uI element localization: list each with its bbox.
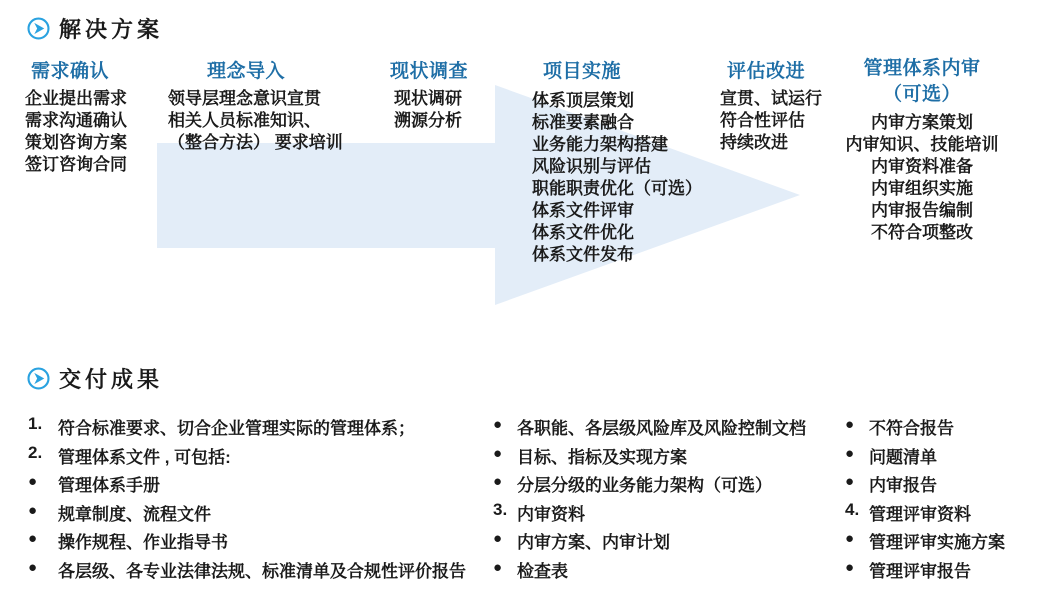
bullet-icon: ●: [845, 473, 855, 490]
stage-header-evaluation-improvement: 评估改进: [727, 61, 806, 82]
stage-items-concept-introduction: [168, 88, 343, 154]
item-text: 不符合报告: [869, 419, 954, 438]
stage-items-internal-audit: [842, 112, 1002, 244]
stage-items-current-status-survey: [394, 88, 462, 132]
bullet-icon: ●: [28, 530, 38, 547]
circle-arrow-right-icon: [27, 17, 50, 40]
stage-items-requirement-confirmation: [25, 88, 127, 176]
deliverable-item: [845, 557, 1005, 586]
deliverables-section-title: [27, 363, 163, 394]
deliverable-item: [28, 557, 466, 586]
bullet-icon: ●: [493, 473, 503, 490]
item-text: 管理评审实施方案: [869, 533, 1005, 552]
stage-item: 相关人员标准知识、: [168, 111, 321, 130]
stage-item: 需求沟通确认: [25, 111, 127, 130]
bullet-icon: ●: [845, 530, 855, 547]
bullet-icon: ●: [845, 444, 855, 462]
deliverable-item: [493, 471, 806, 500]
deliverable-item: [493, 528, 806, 557]
stage-item: 符合性评估: [720, 111, 805, 130]
stage-header-line2: （可选）: [882, 84, 961, 105]
section-heading: 交付成果: [59, 367, 164, 392]
deliverable-item: [28, 443, 466, 472]
bullet-icon: ●: [28, 501, 38, 519]
stage-item: 标准要素融合: [532, 113, 634, 132]
stage-item: 职能职责优化（可选）: [532, 179, 702, 198]
item-text: 符合标准要求、切合企业管理实际的管理体系；: [58, 419, 415, 438]
stage-item: 内审报告编制: [871, 201, 973, 220]
stage-item: 内审资料准备: [871, 157, 973, 176]
stage-item: 风险识别与评估: [532, 157, 651, 176]
stage-header-requirement-confirmation: 需求确认: [31, 61, 110, 82]
stage-item: 内审知识、技能培训: [845, 135, 999, 154]
item-text: 管理体系手册: [58, 476, 160, 495]
item-text: 内审方案、内审计划: [517, 533, 670, 552]
stage-item: 体系文件优化: [532, 223, 634, 242]
stage-item: 体系文件发布: [532, 245, 634, 264]
stage-item: 内审方案策划: [871, 113, 973, 132]
item-text: 管理评审资料: [869, 504, 971, 524]
circle-arrow-right-icon: [27, 367, 50, 390]
item-text: 各职能、各层级风险库及风险控制文档: [517, 419, 806, 438]
section-heading: 解决方案: [59, 17, 164, 42]
bullet-icon: ●: [493, 558, 503, 576]
item-number: 2.: [28, 442, 43, 462]
bullet-icon: ●: [28, 473, 38, 490]
item-text: 问题清单: [869, 447, 937, 467]
stage-item: 持续改进: [720, 133, 788, 152]
item-number: 1.: [28, 414, 43, 433]
stage-item: 签订咨询合同: [25, 155, 127, 174]
deliverable-item: [845, 528, 1005, 557]
stage-item: 业务能力架构搭建: [532, 135, 668, 154]
deliverable-item: [845, 414, 1005, 443]
deliverables-column-1: [28, 414, 466, 585]
stage-item: 策划咨询方案: [25, 133, 127, 152]
item-text: 操作规程、作业指导书: [58, 533, 228, 552]
deliverable-item: [28, 414, 466, 443]
deliverable-item: [28, 528, 466, 557]
stage-items-project-implementation: [532, 90, 702, 266]
deliverables-column-3: [845, 414, 1005, 585]
bullet-icon: ●: [493, 416, 503, 433]
stage-item: 溯源分析: [394, 111, 462, 130]
item-text: 各层级、各专业法律法规、标准清单及合规性评价报告: [58, 561, 466, 581]
stage-item: 宣贯、试运行: [720, 89, 822, 108]
item-text: 管理体系文件 , 可包括:: [58, 447, 231, 467]
stage-item: 内审组织实施: [871, 179, 973, 198]
deliverable-item: [493, 557, 806, 586]
stage-item: 企业提出需求: [25, 89, 127, 108]
item-text: 规章制度、流程文件: [58, 504, 211, 524]
item-number: 3.: [493, 499, 508, 519]
stage-item: 不符合项整改: [871, 223, 973, 242]
stage-item: 领导层理念意识宣贯: [168, 89, 321, 108]
solution-section-title: [27, 13, 163, 44]
stage-header-project-implementation: 项目实施: [543, 61, 622, 82]
bullet-icon: ●: [493, 444, 503, 462]
deliverable-item: [28, 500, 466, 529]
stage-header-concept-introduction: 理念导入: [207, 61, 286, 82]
bullet-icon: ●: [28, 558, 38, 576]
stage-items-evaluation-improvement: [720, 88, 822, 154]
stage-item: （整合方法） 要求培训: [168, 133, 343, 152]
item-number: 4.: [845, 499, 860, 519]
deliverable-item: [28, 471, 466, 500]
stage-header-internal-audit: [842, 56, 1002, 108]
deliverable-item: [493, 414, 806, 443]
item-text: 目标、指标及实现方案: [517, 447, 687, 467]
stage-item: 现状调研: [394, 89, 462, 108]
stage-item: 体系顶层策划: [532, 91, 634, 110]
bullet-icon: ●: [845, 558, 855, 576]
stage-header-current-status-survey: 现状调查: [390, 61, 469, 82]
item-text: 内审报告: [869, 476, 937, 495]
deliverable-item: [493, 443, 806, 472]
stage-item: 体系文件评审: [532, 201, 634, 220]
deliverable-item: [845, 471, 1005, 500]
stage-header-line1: 管理体系内审: [863, 58, 981, 79]
bullet-icon: ●: [493, 530, 503, 547]
deliverable-item: [493, 500, 806, 529]
deliverables-column-2: [493, 414, 806, 585]
deliverable-item: [845, 443, 1005, 472]
bullet-icon: ●: [845, 416, 855, 433]
item-text: 分层分级的业务能力架构（可选）: [517, 476, 772, 495]
item-text: 检查表: [517, 561, 568, 581]
item-text: 内审资料: [517, 504, 585, 524]
deliverable-item: [845, 500, 1005, 529]
item-text: 管理评审报告: [869, 561, 971, 581]
